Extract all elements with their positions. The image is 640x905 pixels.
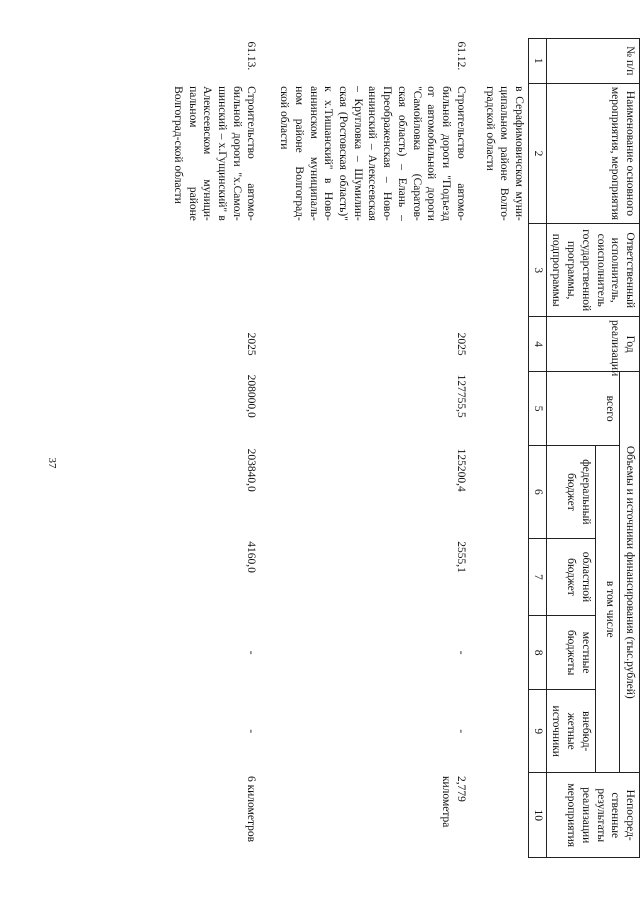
table-row xyxy=(472,39,529,858)
col-number: 3 xyxy=(528,224,546,317)
row-executor xyxy=(472,224,529,317)
table-body xyxy=(156,39,528,858)
col-number: 7 xyxy=(528,538,546,615)
row-executor xyxy=(262,224,471,317)
row-federal xyxy=(472,446,529,539)
row-name: Строительство автомо-бильной дороги "Подъезд от автомобильной дороги "Самойловка (Саратов-ская область) – Елань – Преображенская – Ново-аннинский – Алексеевская – Кругловка – Шумилин-ская (Ростовская область)" к х.Тишанский" в Ново-аннинском муниципаль-ном районе Волгоград-ской области xyxy=(278,86,467,221)
col-number: 10 xyxy=(528,773,546,858)
row-federal: 125200,4 xyxy=(454,448,467,492)
row-local xyxy=(472,616,529,690)
row-result: 6 километров xyxy=(245,775,258,843)
table-header xyxy=(528,39,639,858)
page-number: 37 xyxy=(46,457,58,469)
header-results: Непосред-ственные результаты реализации мероприятия xyxy=(546,773,639,858)
row-result xyxy=(472,773,529,858)
row-year xyxy=(472,317,529,372)
row-regional: 4160,0 xyxy=(245,541,258,573)
header-name: Наименование основного мероприятия, мероприятия xyxy=(546,83,639,224)
header-total: всего xyxy=(546,372,620,446)
col-number: 1 xyxy=(528,39,546,84)
header-offbudget: внебюд-жетные источники xyxy=(546,690,595,773)
row-regional: 2555,1 xyxy=(454,541,467,573)
row-offbudget: - xyxy=(245,729,258,734)
header-num: № п/п xyxy=(546,39,639,84)
row-regional xyxy=(472,538,529,615)
row-offbudget xyxy=(472,690,529,773)
col-number: 8 xyxy=(528,616,546,690)
header-financing: Объемы и источники финансирования (тыс.рублей) xyxy=(620,372,640,773)
row-total: 127755,5 xyxy=(454,374,467,418)
col-number: 4 xyxy=(528,317,546,372)
row-name: в Серафимовичском муни-ципальном районе Волго-градской области xyxy=(483,86,525,221)
row-num: 61.12. xyxy=(454,41,467,71)
row-year: 2025 xyxy=(454,332,467,356)
row-local: - xyxy=(245,650,258,655)
header-federal: федеральный бюджет xyxy=(546,446,595,539)
header-in-that-number: в том числе xyxy=(595,446,619,773)
col-number: 5 xyxy=(528,372,546,446)
budget-table xyxy=(156,38,640,858)
row-num: 61.13. xyxy=(245,41,258,71)
budget-table-wrapper xyxy=(88,38,640,858)
row-result: 2,779 километра xyxy=(440,775,467,828)
header-year: Год реализации xyxy=(546,317,639,372)
row-local: - xyxy=(454,650,467,655)
row-year: 2025 xyxy=(245,332,258,356)
row-executor xyxy=(156,224,262,317)
row-total: 208000,0 xyxy=(245,374,258,418)
row-offbudget: - xyxy=(454,729,467,734)
header-executor: Ответственный исполнитель, соисполнитель государственной программы, подпрограммы xyxy=(546,224,639,317)
col-number: 9 xyxy=(528,690,546,773)
header-numbers-row xyxy=(528,39,546,858)
table-row xyxy=(156,39,262,858)
row-total xyxy=(472,372,529,446)
row-federal: 203840,0 xyxy=(245,448,258,492)
header-local: местные бюджеты xyxy=(546,616,595,690)
col-number: 6 xyxy=(528,446,546,539)
col-number: 2 xyxy=(528,83,546,224)
row-name: Строительство автомо-бильной дороги "х.Самол-шинский – х.Гущинский" в Алексеевском муници-пальном районе Волгоград-ской области xyxy=(171,86,258,221)
table-row xyxy=(262,39,471,858)
header-regional: областной бюджет xyxy=(546,538,595,615)
row-num xyxy=(472,39,529,84)
